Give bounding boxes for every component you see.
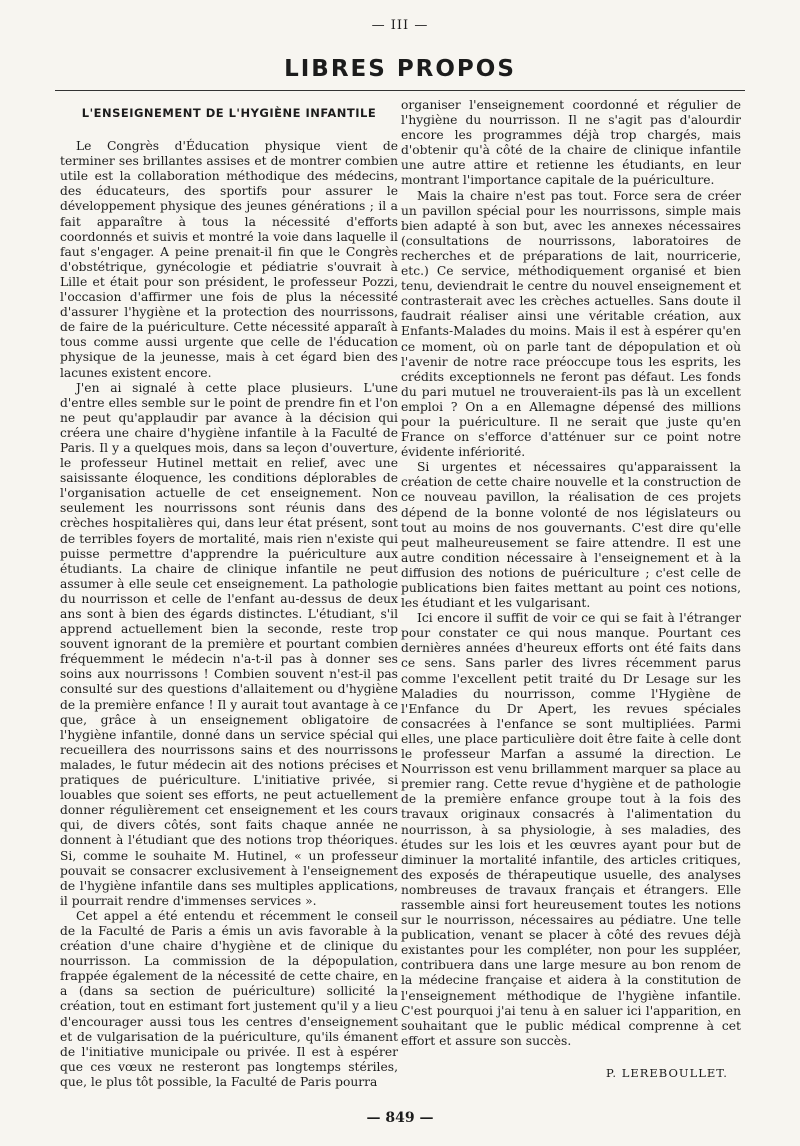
left-column: [60, 98, 398, 1090]
paragraph: Cet appel a été entendu et récemment le conseil de la Faculté de Paris a émis un avis favorable à la création d'une chaire d'hygiène et de clinique du nourrisson. La commission de la dépopulation, frappée également de la nécessité de cette chaire, en a (dans sa section de puériculture) sollicité la création, tout en estimant fort justement qu'il y a lieu d'encourager aussi tous les centres d'enseignement et de vulgarisation de la puériculture, qu'ils émanent de l'initiative municipale ou privée. Il est à espérer que ces vœux ne resteront pas longtemps stériles, que, le plus tôt possible, la Faculté de Paris pourra: [60, 908, 398, 1089]
page-title: LIBRES PROPOS: [284, 56, 516, 82]
article-title: L'ENSEIGNEMENT DE L'HYGIÈNE INFANTILE: [81, 106, 377, 120]
paragraph: Le Congrès d'Éducation physique vient de terminer ses brillantes assises et de montrer combien utile est la collaboration méthodique des médecins, des éducateurs, des sportifs pour assurer le développement physique des jeunes générations ; il a fait apparaître à tous la nécessité d'efforts coordonnés et suivis et montré la voie dans laquelle il faut s'engager. A peine prenait-il fin que le Congrès d'obstétrique, gynécologie et pédiatrie s'ouvrait à Lille et était pour son président, le professeur Pozzi, l'occasion d'affirmer une fois de plus la nécessité d'assurer l'hygiène et la protection des nourrissons, de faire de la puériculture. Cette nécessité apparaît à tous comme aussi urgente que celle de l'éducation physique de la jeunesse, mais à cet égard bien des lacunes existent encore.: [60, 139, 398, 380]
paragraph: Si urgentes et nécessaires qu'apparaissent la création de cette chaire nouvelle et la construction de ce nouveau pavillon, la réalisation de ces projets dépend de la bonne volonté de nos législateurs ou tout au moins de nos gouvernants. C'est dire qu'elle peut malheureusement se faire attendre. Il est une autre condition nécessaire à l'enseignement et à la diffusion des notions de puériculture ; c'est celle de publications bien faites mettant au point ces notions, les étudiant et les vulgarisant.: [401, 460, 741, 611]
paragraph: Ici encore il suffit de voir ce qui se fait à l'étranger pour constater ce qui nous manque. Pourtant ces dernières années d'heureux efforts ont été faits dans ce sens. Sans parler des livres récemment parus comme l'excellent petit traité du Dr Lesage sur les Maladies du nourrisson, comme l'Hygiène de l'Enfance du Dr Apert, les revues spéciales consacrées à l'enfance se sont multipliées. Parmi elles, une place particulière doit être faite à celle dont le professeur Marfan a assumé la direction. Le Nourrisson est venu brillamment marquer sa place au premier rang. Cette revue d'hygiène et de pathologie de la première enfance groupe tout à la fois des travaux originaux consacrés à l'alimentation du nourrisson, à sa physiologie, à ses maladies, des études sur les lois et les œuvres ayant pour but de diminuer la mortalité infantile, des articles critiques, des exposés de thérapeutique usuelle, des analyses nombreuses de travaux français et étrangers. Elle rassemble ainsi fort heureusement toutes les notions sur le nourrisson, nécessaires au pédiatre. Une telle publication, venant se placer à côté des revues déjà existantes pour les compléter, non pour les suppléer, contribuera dans une large mesure au bon renom de la médecine française et aidera à la constitution de l'enseignement méthodique de l'hygiène infantile. C'est pourquoi j'ai tenu à en saluer ici l'apparition, en souhaitant que le public médical comprenne à cet effort et assure son succès.: [401, 611, 741, 1048]
paragraph: Mais la chaire n'est pas tout. Force sera de créer un pavillon spécial pour les nourrissons, simple mais bien adapté à son but, avec les annexes nécessaires (consultations de nourrissons, laboratoires de recherches et de préparations de lait, nourricerie, etc.) Ce service, méthodiquement organisé et bien tenu, deviendrait le centre du nouvel enseignement et contrasterait avec les crèches actuelles. Sans doute il faudrait réaliser ainsi une véritable création, aux Enfants-Malades du moins. Mais il est à espérer qu'en ce moment, où on parle tant de dépopulation et où l'avenir de notre race préoccupe tous les esprits, les crédits exceptionnels ne feront pas défaut. Les fonds du pari mutuel ne trouveraient-ils pas là un excellent emploi ? On a en Allemagne dépensé des millions pour la puériculture. Il ne serait que juste qu'en France on s'efforce d'atténuer sur ce point notre évidente infériorité.: [401, 188, 741, 460]
author-signature: P. LEREBOULLET.: [606, 1066, 728, 1080]
paragraph: organiser l'enseignement coordonné et régulier de l'hygiène du nourrisson. Il ne s'agit pas d'alourdir encore les programmes déjà trop chargés, mais d'obtenir qu'à côté de la chaire de clinique infantile une autre attire et retienne les étudiants, en leur montrant l'importance capitale de la puériculture.: [401, 98, 741, 188]
page-number-top: — III —: [371, 18, 429, 33]
paragraph: J'en ai signalé à cette place plusieurs. L'une d'entre elles semble sur le point de prendre fin et l'on ne peut qu'applaudir par avance à la décision qui créera une chaire d'hygiène infantile à la Faculté de Paris. Il y a quelques mois, dans sa leçon d'ouverture, le professeur Hutinel mettait en relief, avec une saisissante éloquence, les conditions déplorables de l'organisation actuelle de cet enseignement. Non seulement les nourrissons sont réunis dans des crèches hospitalières qui, dans leur état présent, sont de terribles foyers de mortalité, mais rien n'existe qui puisse permettre d'apprendre la puériculture aux étudiants. La chaire de clinique infantile ne peut assumer à elle seule cet enseignement. La pathologie du nourrisson et celle de l'enfant au-dessus de deux ans sont à bien des égards distinctes. L'étudiant, s'il apprend actuellement bien la seconde, reste trop souvent ignorant de la première et pourtant combien fréquemment le médecin n'a-t-il pas à donner ses soins aux nourrissons ! Combien souvent n'est-il pas consulté sur des questions d'allaitement ou d'hygiène de la première enfance ! Il y aurait tout avantage à ce que, grâce à un enseignement obligatoire de l'hygiène infantile, donné dans un service spécial qui recueillera des nourrissons sains et des nourrissons malades, le futur médecin ait des notions précises et pratiques de puériculture. L'initiative privée, si louables que soient ses efforts, ne peut actuellement donner régulièrement cet enseignement et les cours qui, de divers côtés, sont faits chaque année ne donnent à l'étudiant que des notions trop théoriques. Si, comme le souhaite M. Hutinel, « un professeur pouvait se consacrer exclusivement à l'enseignement de l'hygiène infantile dans ses multiples applications, il pourrait rendre d'immenses services ».: [60, 380, 398, 908]
right-column: [401, 98, 741, 1049]
page-number-bottom: — 849 —: [366, 1110, 434, 1126]
title-rule: [55, 90, 745, 91]
